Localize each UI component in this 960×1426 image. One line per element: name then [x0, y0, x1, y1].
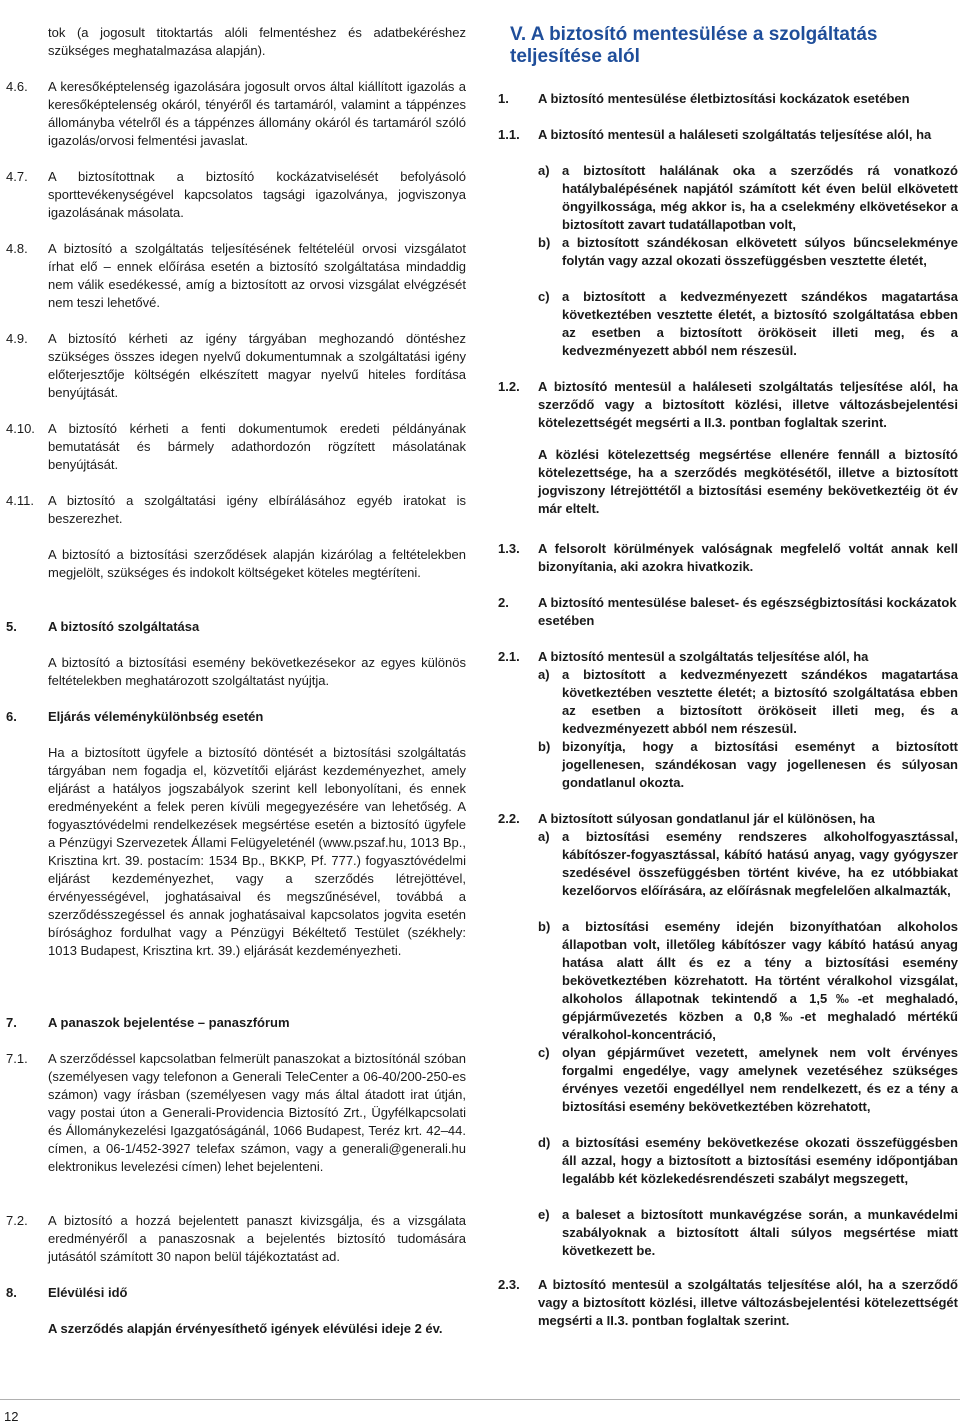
item-1-2-text: A biztosító mentesül a haláleseti szolgáltatás teljesítése alól, ha szerződő vagy a biztosított közlési, illetve változásbejelentési kötelezettségét megsérti a II.3. pontban foglaltak szerint.	[538, 379, 958, 430]
item-4-9-text: A biztosító kérheti az igény tárgyában meghozandó döntéshez szükséges összes idegen nyelvű dokumentumnak a szolgáltatási igény előterjesztője költségén elkészített magyar nyelvű hiteles fordítása benyújtását.	[48, 331, 466, 400]
item-letter: c)	[538, 289, 550, 304]
item-4-10-text: A biztosító kérheti a fenti dokumentumok eredeti példányának bemutatását és bármely adathordozón rögzített másolatának benyújtását.	[48, 421, 466, 472]
item-number: 1.2.	[498, 379, 520, 394]
section-number: 2.	[498, 595, 509, 610]
section-6-text: Ha a biztosított ügyfele a biztosító döntését a biztosítási szolgáltatás tárgyában nem fogadja el, közvetítői eljárást kezdeményezhet, amely eljárást a hatályos jogszabályok szerint kell lebonyolítani, és ennek eredményeként a felek peren kívüli megegyezésére van lehetőség. A fogyasztóvédelmi rendelkezések megsértése esetén a biztosító ügyfele a Pénzügyi Szervezetek Állami Felügyeleténél (www.pszaf.hu, 1013 Bp., Krisztina krt. 39. postacím: 1534 Bp., BKKP, Pf. 777.) fogyasztóvédelmi eljárást kezdeményezhet, vagy a szerződés létrejöttével, érvényességével, joghatásaival és megszűnésével, továbbá a szerződésszegéssel és annak joghatásaival kapcsolatos jogvita esetén bírósághoz fordulhat vagy a Pénzügyi Békéltető Testület (székhely: 1013 Budapest, Krisztina krt. 39.) eljárását kezdeményezheti.	[48, 745, 466, 958]
item-4-8-text: A biztosító a szolgáltatás teljesítésének feltételéül orvosi vizsgálatot írhat elő – ennek előírása esetén a biztosító szolgáltatása mindaddig nem válik esedékessé, amíg a biztosított az orvosi vizsgálat elvégzését nem teszi lehetővé.	[48, 241, 466, 310]
intro-paragraph: tok (a jogosult titoktartás alóli felmentéshez és adatbekéréshez szükséges meghatalmazása alapján).	[48, 25, 466, 58]
item-number: 4.8.	[6, 241, 28, 256]
section-5-text: A biztosító a biztosítási esemény bekövetkezésekor az egyes különös feltételekben meghatározott szolgáltatást nyújtja.	[48, 655, 466, 688]
item-number: 2.3.	[498, 1277, 520, 1292]
item-2-2-c-text: olyan gépjárművet vezetett, amelynek nem volt érvényes forgalmi engedélye, vagy amelynek vezetéséhez szükséges érvényes vezetői engedéllyel nem rendelkezett, és ez a tény a biztosítási esemény bekövetkeztében közrehatott,	[562, 1045, 958, 1114]
item-number: 1.3.	[498, 541, 520, 556]
item-number: 7.1.	[6, 1051, 28, 1066]
section-number: 5.	[6, 619, 17, 634]
costs-paragraph: A biztosító a biztosítási szerződések alapján kizárólag a feltételekben megjelölt, szükséges és indokolt költségeket köteles megtéríteni.	[48, 547, 466, 580]
item-2-2-a-text: a biztosítási esemény rendszeres alkoholfogyasztással, kábítószer-fogyasztással, kábító hatású anyag, vagy gyógyszer szedésével összefüggésben történt kivéve, ha ez utóbbiakat kezelőorvos előírására, az előírásnak megfelelően alkalmazták,	[562, 829, 958, 898]
section-number: 7.	[6, 1015, 17, 1030]
item-2-2-text: A biztosított súlyosan gondatlanul jár el különösen, ha	[538, 811, 875, 826]
item-2-1-b-text: bizonyítja, hogy a biztosítási eseményt a biztosított jogellenesen, szándékosan vagy jogellenesen és súlyosan gondatlanul okozta.	[562, 739, 958, 790]
chapter-title: V. A biztosító mentesülése a szolgáltatás teljesítése alól	[510, 24, 878, 67]
item-4-6-text: A keresőképtelenség igazolására jogosult orvos által kiállított igazolás a keresőképtelenség okáról, tényéről és tartamáról, valamint a táppénzes állományba vételről és a táppénzes állomány okáról és tartamáról szóló igazolás/orvosi felmentési javaslat.	[48, 79, 466, 148]
item-1-1-c-text: a biztosított a kedvezményezett szándékos magatartása következtében vesztette életét, a biztosító szolgáltatása ebben az esetben a biztosított örököseit illeti meg, és a kedvezményezett abból nem részesül.	[562, 289, 958, 358]
section-2-title: A biztosító mentesülése baleset- és egészségbiztosítási kockázatok esetében	[538, 595, 957, 628]
item-letter: e)	[538, 1207, 550, 1222]
item-letter: b)	[538, 739, 551, 754]
item-1-1-a-text: a biztosított halálának oka a szerződés rá vonatkozó hatálybalépésének napjától számított két éven belül elkövetett öngyilkossága, még akkor is, ha a cselekmény elkövetésekor a biztosított zavart tudatállapotban volt,	[562, 163, 958, 232]
section-number: 8.	[6, 1285, 17, 1300]
page-number: 12	[4, 1409, 19, 1424]
item-1-1-text: A biztosító mentesül a haláleseti szolgáltatás teljesítése alól, ha	[538, 127, 932, 142]
item-2-2-b-text: a biztosítási esemény idején bizonyíthatóan alkoholos állapotban volt, illetőleg kábítószer vagy kábító hatású anyag hatása alatt állt és ez a tény a biztosítási esemény bekövetkeztében közrehatott. Ha történt véralkohol vizsgálat, alkoholos állapotnak tekintendő a 1,5‰-et meghaladó, gépjárművezetés közben a 0,8‰-et meghaladó mértékű véralkohol-koncentráció,	[562, 919, 958, 1042]
item-2-2-d-text: a biztosítási esemény bekövetkezése okozati összefüggésben áll azzal, hogy a biztosított a biztosítási esemény időpontjában legalább két közlekedésrendészeti szabályt megszegett,	[562, 1135, 958, 1186]
item-letter: a)	[538, 667, 550, 682]
section-6-title: Eljárás véleménykülönbség esetén	[48, 709, 264, 724]
section-number: 6.	[6, 709, 17, 724]
item-1-2-text-2: A közlési kötelezettség megsértése ellenére fennáll a biztosító kötelezettsége, ha a szerződés megkötésétől, illetve a biztosított jogviszony létrejöttétől a biztosítási esemény bekövetkeztéig öt év már eltelt.	[538, 447, 958, 516]
section-8-text: A szerződés alapján érvényesíthető igények elévülési ideje 2 év.	[48, 1321, 443, 1336]
item-letter: d)	[538, 1135, 551, 1150]
footer-divider	[0, 1399, 960, 1400]
item-number: 1.1.	[498, 127, 520, 142]
section-7-title: A panaszok bejelentése – panaszfórum	[48, 1015, 290, 1030]
item-4-7-text: A biztosítottnak a biztosító kockázatviselését befolyásoló sporttevékenységével kapcsolatos tagsági igazolványa, jogviszonya igazolásának másolata.	[48, 169, 466, 220]
item-number: 4.7.	[6, 169, 28, 184]
item-number: 4.9.	[6, 331, 28, 346]
item-2-1-text: A biztosító mentesül a szolgáltatás teljesítése alól, ha	[538, 649, 869, 664]
section-5-title: A biztosító szolgáltatása	[48, 619, 200, 634]
item-7-1-text: A szerződéssel kapcsolatban felmerült panaszokat a biztosítónál szóban (személyesen vagy telefonon a Generali TeleCenter a 06-40/200-250-es számon) vagy írásban (személyesen vagy más által átadott irat útján, vagy postai úton a Generali-Providencia Biztosító Zrt., Ügyfélkapcsolati és Állománykezelési Igazgatóságánál, 1066 Budapest, Teréz krt. 42–44. címen, a 06-1/452-3927 telefax számon, vagy a generali@generali.hu elektronikus levelezési címen) lehet bejelenteni.	[48, 1051, 466, 1174]
item-number: 2.1.	[498, 649, 520, 664]
item-2-3-text: A biztosító mentesül a szolgáltatás teljesítése alól, ha a szerződő vagy a biztosított közlési, illetve változásbejelentési kötelezettségét megsérti a II.3. pontban foglaltak szerint.	[538, 1277, 958, 1328]
item-1-1-b-text: a biztosított szándékosan elkövetett súlyos bűncselekménye folytán vagy azzal okozati összefüggésben vesztette életét,	[562, 235, 958, 268]
item-4-11-text: A biztosító a szolgáltatási igény elbírálásához egyéb iratokat is beszerezhet.	[48, 493, 466, 526]
section-1-title: A biztosító mentesülése életbiztosítási kockázatok esetében	[538, 91, 910, 106]
item-letter: a)	[538, 163, 550, 178]
item-2-1-a-text: a biztosított a kedvezményezett szándékos magatartása következtében vesztette életét; a biztosító szolgáltatása ebben az esetben a biztosított örököseit illeti meg, és a kedvezményezett abból nem részesül.	[562, 667, 958, 736]
item-number: 4.10.	[6, 421, 35, 436]
section-8-title: Elévülési idő	[48, 1285, 128, 1300]
item-letter: b)	[538, 235, 551, 250]
item-letter: a)	[538, 829, 550, 844]
item-number: 4.11.	[6, 493, 34, 508]
item-number: 4.6.	[6, 79, 28, 94]
item-letter: b)	[538, 919, 551, 934]
section-number: 1.	[498, 91, 509, 106]
item-letter: c)	[538, 1045, 550, 1060]
item-number: 2.2.	[498, 811, 520, 826]
item-1-3-text: A felsorolt körülmények valóságnak megfelelő voltát annak kell bizonyítania, aki azokra hivatkozik.	[538, 541, 958, 574]
item-number: 7.2.	[6, 1213, 28, 1228]
item-2-2-e-text: a baleset a biztosított munkavégzése során, a munkavédelmi szabályoknak a biztosított általi súlyos megsértése miatt következett be.	[562, 1207, 958, 1258]
item-7-2-text: A biztosító a hozzá bejelentett panaszt kivizsgálja, és a vizsgálata eredményéről a panaszosnak a bejelentés biztosító tudomására jutásától számított 30 napon belül tájékoztatást ad.	[48, 1213, 466, 1264]
